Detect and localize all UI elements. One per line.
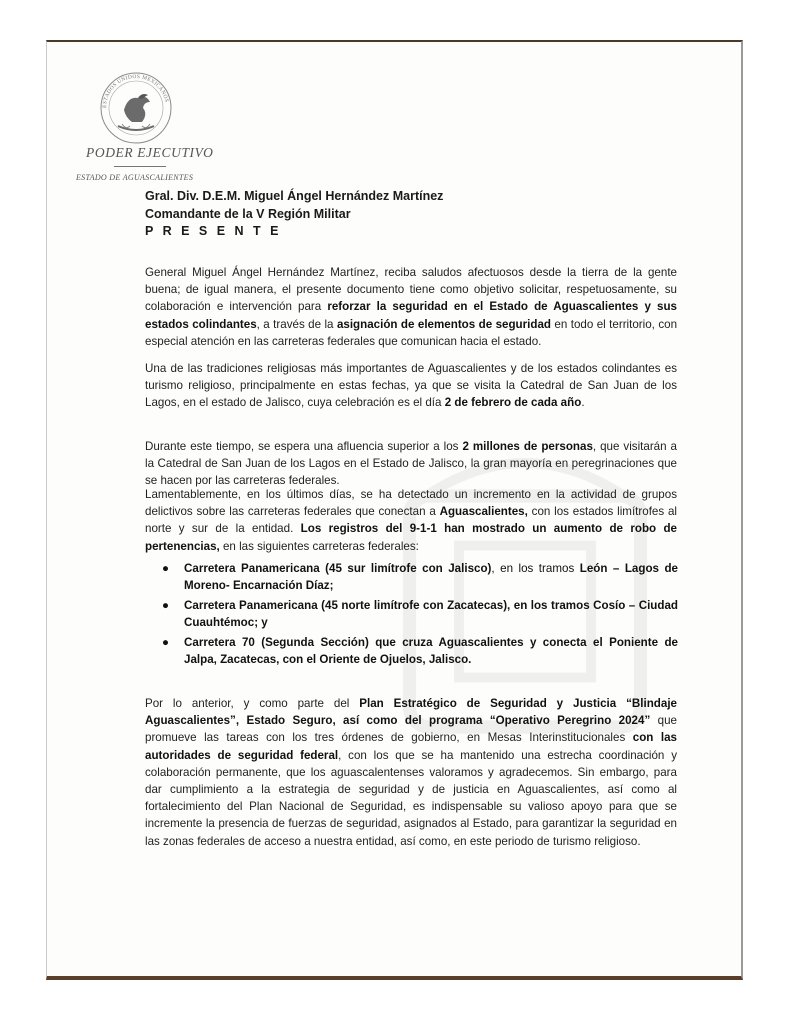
addressee-block	[145, 188, 443, 241]
text-run: con los estados limítrofes al norte y sur de la entidad.	[145, 505, 677, 536]
bold-run: Carretera 70 (Segunda Sección) que cruza Aguascalientes y conecta el Poniente de Jalpa, Zacatecas, con el Oriente de Ojuelos, Jalisco.	[184, 635, 678, 667]
paragraph-tradition	[145, 360, 677, 412]
text-run: en todo el territorio, con especial atención en las carreteras federales que comunican hacia el estado.	[145, 317, 678, 348]
text-run: Durante este tiempo, se espera una afluencia superior a los	[145, 440, 463, 453]
bold-run: con las autoridades de seguridad federal	[145, 731, 678, 762]
letterhead-divider	[114, 166, 166, 167]
bullet-dot-icon: ●	[162, 562, 170, 575]
bullet-dot-icon: ●	[162, 635, 170, 649]
paragraph-request	[145, 695, 677, 850]
list-item	[162, 634, 678, 669]
bold-run: asignación de elementos de seguridad	[336, 317, 551, 331]
list-item	[162, 597, 678, 632]
text-run: en las siguientes carreteras federales:	[219, 539, 419, 553]
letterhead-title: PODER EJECUTIVO	[86, 145, 214, 160]
bold-run: Los registros del 9-1-1 han mostrado un aumento de robo de pertenencias,	[145, 522, 677, 553]
addressee-presente: P R E S E N T E	[145, 224, 282, 238]
list-item	[162, 560, 678, 595]
text-run: Por lo anterior, y como parte del	[145, 697, 360, 710]
text-run: .	[581, 396, 585, 410]
addressee-name: Gral. Div. D.E.M. Miguel Ángel Hernández Martínez	[145, 189, 444, 203]
addressee-role: Comandante de la V Región Militar	[145, 206, 351, 221]
paragraph-incidents	[145, 486, 677, 555]
letterhead-state: ESTADO DE AGUASCALIENTES	[76, 173, 194, 182]
bold-run: reforzar la seguridad en el Estado de Aguascalientes y sus estados colindantes	[145, 300, 677, 331]
bold-run: 2 millones de personas	[462, 440, 593, 453]
bold-run: Carretera Panamericana (45 sur limítrofe con Jalisco)	[184, 562, 492, 575]
routes-list	[162, 560, 678, 670]
bold-run: León – Lagos de Moreno- Encarnación Díaz;	[184, 562, 678, 593]
text-run: , con los que se ha mantenido una estrecha coordinación y colaboración permanente, que los aguascalentenses valoramos y agradecemos. Sin embargo, para dar cumplimiento a la estrategia de seguridad y de justicia en Aguascalientes, así como al fortalecimiento del Plan Nacional de Seguridad, es indispensable su valioso apoyo para que se incremente la presencia de fuerzas de seguridad, asignados al Estado, para garantizar la seguridad en las zonas federales de acceso a nuestra entidad, así como, en este periodo de turismo religioso.	[145, 748, 677, 848]
bold-run: Plan Estratégico de Seguridad y Justicia “Blindaje Aguascalientes”, Estado Seguro, así como del programa “Operativo Peregrino 2024”	[145, 697, 677, 728]
seal-caption: ESTADOS UNIDOS MEXICANOS	[101, 73, 170, 109]
paragraph-attendance	[145, 438, 677, 490]
text-run: , en los tramos	[491, 562, 580, 575]
paragraph-greeting	[145, 264, 677, 350]
text-run: Una de las tradiciones religiosas más importantes de Aguascalientes y de los estados colindantes es turismo religioso, principalmente en estas fechas, ya que se visita la Catedral de San Juan de los Lagos, en el estado de Jalisco, cuya celebración es el día	[145, 362, 677, 410]
bold-run: Aguascalientes,	[439, 505, 528, 519]
bold-run: 2 de febrero de cada año	[444, 396, 582, 410]
text-run: Lamentablemente, en los últimos días, se ha detectado un incremento en la actividad de grupos delictivos sobre las carreteras federales que conectan a	[145, 488, 677, 519]
text-run: que promueve las tareas con los tres órdenes de gobierno, en Mesas Interinstitucionales	[145, 714, 677, 745]
coat-of-arms-seal-icon	[96, 68, 176, 146]
text-run: General Miguel Ángel Hernández Martínez, reciba saludos afectuosos desde la tierra de la gente buena; de igual manera, el presente documento tiene como objetivo solicitar, respetuosamente, su colaboración e intervención para	[145, 266, 677, 314]
text-run: , a través de la	[256, 317, 337, 331]
bold-run: Carretera Panamericana (45 norte limítrofe con Zacatecas), en los tramos Cosío – Ciudad Cuauhtémoc; y	[184, 598, 678, 630]
bullet-dot-icon: ●	[162, 598, 170, 612]
text-run: , que visitarán a la Catedral de San Juan de los Lagos en el Estado de Jalisco, la gran mayoría en peregrinaciones que se hacen por las carreteras federales.	[145, 440, 677, 488]
